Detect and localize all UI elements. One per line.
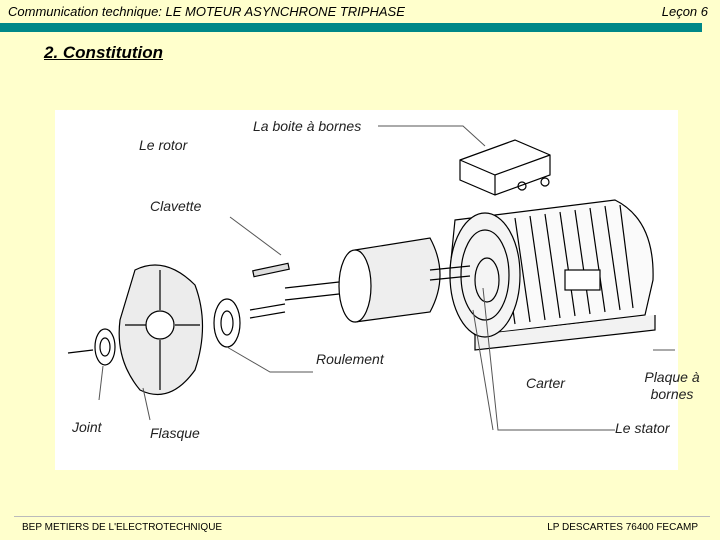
header-rule (0, 23, 702, 32)
section-title: 2. Constitution (44, 43, 163, 62)
terminal-box-drawing (460, 140, 550, 195)
label-joint: Joint (72, 419, 102, 435)
motor-exploded-diagram (55, 110, 678, 470)
clavette-drawing (253, 263, 289, 276)
joint-drawing (68, 329, 115, 365)
label-stator: Le stator (615, 420, 670, 436)
lesson-number: Leçon 6 (661, 4, 708, 19)
label-plaque-a-bornes: Plaque à bornes (644, 369, 700, 402)
label-rotor: Le rotor (139, 137, 188, 153)
label-boite-a-bornes: La boite à bornes (253, 118, 362, 134)
roulement-drawing (214, 299, 240, 347)
footer-left: BEP METIERS DE L'ELECTROTECHNIQUE (22, 522, 223, 533)
footer-right: LP DESCARTES 76400 FECAMP (547, 522, 698, 533)
label-carter: Carter (526, 375, 565, 391)
stator-drawing (450, 213, 520, 337)
label-roulement: Roulement (316, 351, 384, 367)
rotor-drawing (250, 238, 470, 322)
label-clavette: Clavette (150, 198, 202, 214)
flasque-drawing (119, 265, 202, 395)
label-flasque: Flasque (150, 425, 200, 441)
footer-rule (14, 516, 710, 517)
header-title: Communication technique: LE MOTEUR ASYNCHRONE TRIPHASE (8, 4, 405, 19)
